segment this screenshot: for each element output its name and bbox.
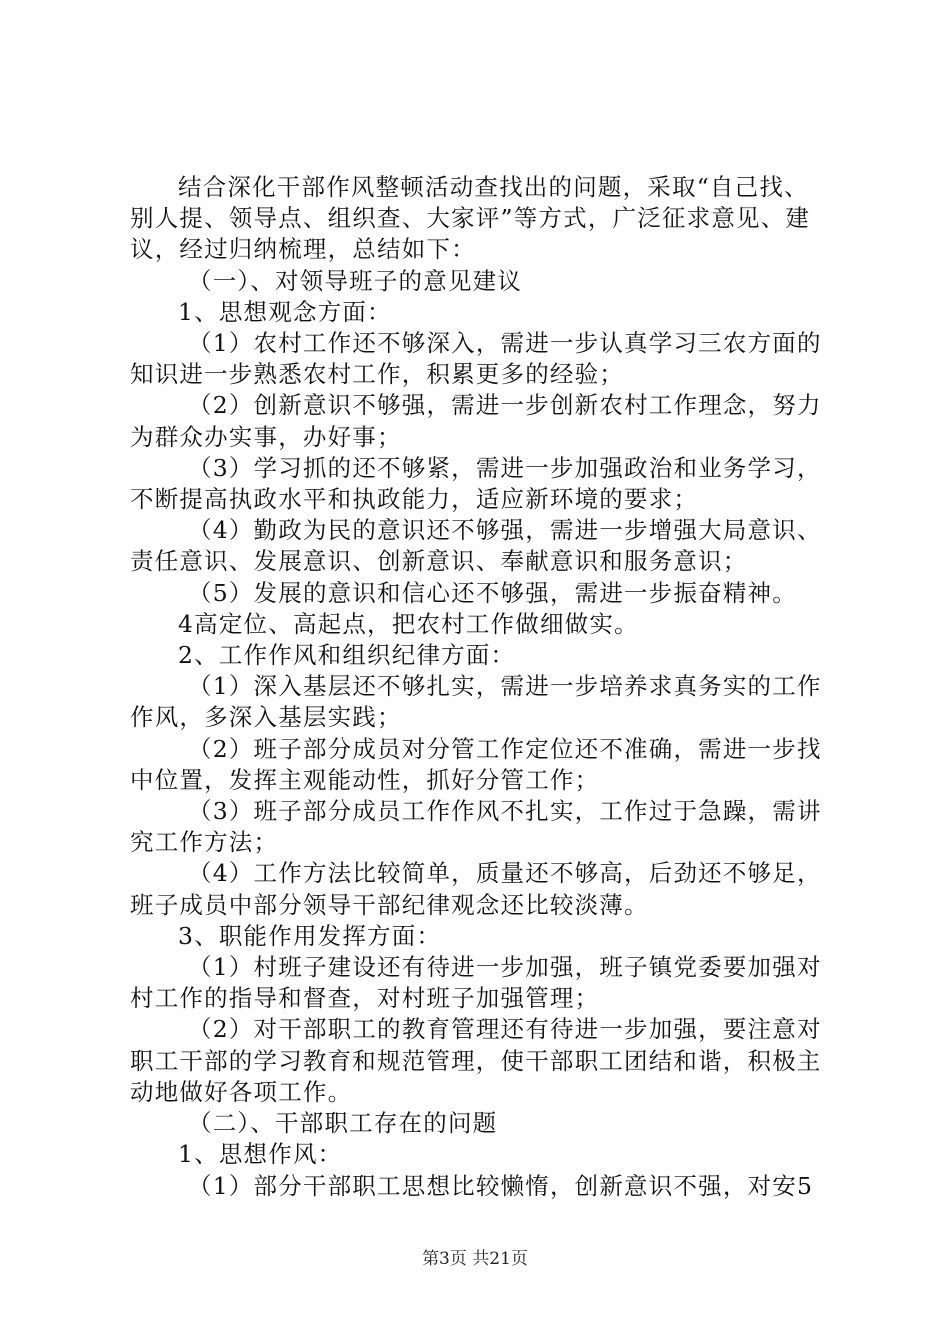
paragraph: （5）发展的意识和信心还不够强，需进一步振奋精神。 <box>188 578 797 607</box>
paragraph: （1）农村工作还不够深入，需进一步认真学习三农方面的知识进一步熟悉农村工作，积累更多的经验； <box>130 329 822 389</box>
paragraph: （2）创新意识不够强，需进一步创新农村工作理念，努力为群众办实事，办好事； <box>130 391 822 451</box>
paragraph: （一）、对领导班子的意见建议 <box>188 266 523 295</box>
paragraph: （2）对干部职工的教育管理还有待进一步加强，要注意对职工干部的学习教育和规范管理，使干部职工团结和谐，积极主动地做好各项工作。 <box>130 1015 822 1106</box>
paragraph: （1）村班子建设还有待进一步加强，班子镇党委要加强对村工作的指导和督查，对村班子加强管理； <box>130 953 822 1013</box>
paragraph: （3）班子部分成员工作作风不扎实，工作过于急躁，需讲究工作方法； <box>130 797 822 857</box>
paragraph: 4高定位、高起点，把农村工作做细做实。 <box>178 609 639 638</box>
paragraph: （1）深入基层还不够扎实，需进一步培养求真务实的工作作风，多深入基层实践； <box>130 672 822 732</box>
paragraph: 结合深化干部作风整顿活动查找出的问题，采取“自己找、别人提、领导点、组织查、大家评”等方式，广泛征求意见、建议，经过归纳梳理，总结如下： <box>130 173 811 264</box>
paragraph: 3、职能作用发挥方面： <box>178 921 442 950</box>
page-footer: 第3页 共21页 <box>422 1249 528 1269</box>
paragraph: 1、思想作风： <box>178 1140 343 1169</box>
paragraph: （2）班子部分成员对分管工作定位还不准确，需进一步找中位置，发挥主观能动性，抓好分管工作； <box>130 734 822 794</box>
paragraph: （二）、干部职工存在的问题 <box>188 1109 498 1138</box>
paragraph: （4）勤政为民的意识还不够强，需进一步增强大局意识、责任意识、发展意识、创新意识、奉献意识和服务意识； <box>130 516 822 576</box>
paragraph: 2、工作作风和组织纪律方面： <box>178 641 516 670</box>
paragraph: （4）工作方法比较简单，质量还不够高，后劲还不够足，班子成员中部分领导干部纪律观念还比较淡薄。 <box>130 859 822 919</box>
paragraph: 1、思想观念方面： <box>178 297 392 326</box>
paragraph: （1）部分干部职工思想比较懒惰，创新意识不强，对安5 <box>188 1171 814 1200</box>
paragraph: （3）学习抓的还不够紧，需进一步加强政治和业务学习，不断提高执政水平和执政能力，适应新环境的要求； <box>130 453 822 514</box>
document-body <box>130 172 830 1202</box>
